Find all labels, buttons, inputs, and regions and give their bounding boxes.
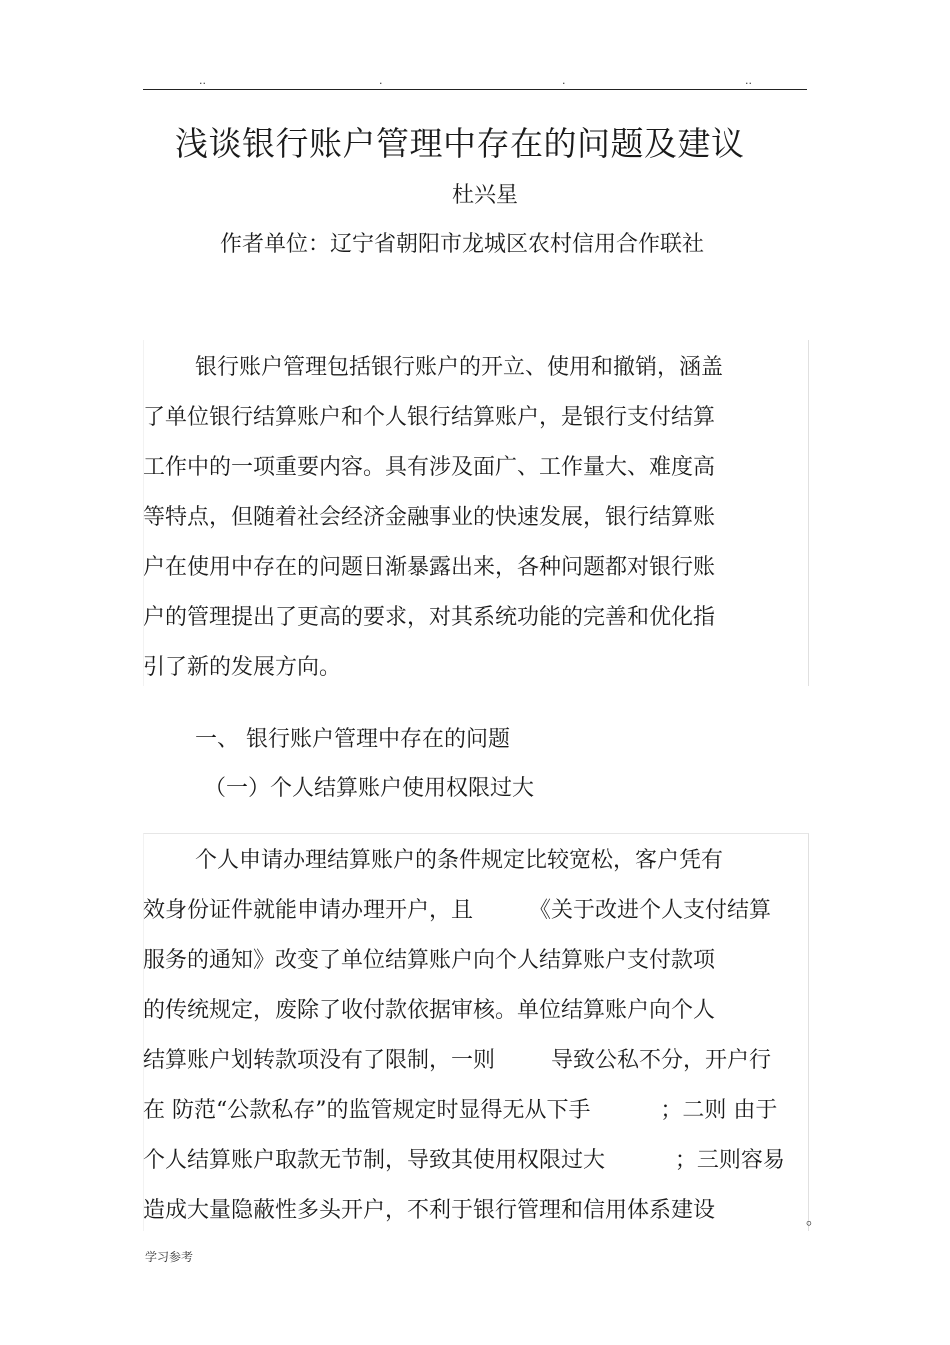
body-line-8: 造成大量隐蔽性多头开户，不利于银行管理和信用体系建设 — [143, 1198, 716, 1223]
author-affiliation: 作者单位：辽宁省朝阳市龙城区农村信用合作联社 — [220, 232, 705, 257]
intro-line-3: 工作中的一项重要内容。具有涉及面广、工作量大、难度高 — [143, 455, 716, 480]
intro-line-1: 银行账户管理包括银行账户的开立、使用和撤销，涵盖 — [195, 355, 724, 380]
body-line-3: 服务的通知》改变了单位结算账户向个人结算账户支付款项 — [143, 948, 716, 973]
intro-line-2: 了单位银行结算账户和个人银行结算账户，是银行支付结算 — [143, 405, 716, 430]
body-line-7: 个人结算账户取款无节制，导致其使用权限过大 ；三则容易 — [143, 1148, 785, 1173]
header-rule — [143, 89, 807, 90]
header-mark-2: . — [379, 74, 383, 87]
intro-line-5: 户在使用中存在的问题日渐暴露出来，各种问题都对银行账 — [143, 555, 716, 580]
body-tail-punctuation: 。 — [806, 1209, 823, 1228]
header-mark-4: .. — [745, 74, 752, 87]
body-line-2: 效身份证件就能申请办理开户，且 《关于改进个人支付结算 — [143, 898, 771, 923]
header-mark-1: .. — [199, 74, 206, 87]
intro-line-4: 等特点，但随着社会经济金融事业的快速发展，银行结算账 — [143, 505, 716, 530]
author-name: 杜兴星 — [452, 183, 519, 208]
header-mark-3: . — [562, 74, 566, 87]
body-line-1: 个人申请办理结算账户的条件规定比较宽松，客户凭有 — [195, 848, 724, 873]
body-line-5: 结算账户划转款项没有了限制，一则 导致公私不分，开户行 — [143, 1048, 771, 1073]
subsection-heading: （一）个人结算账户使用权限过大 — [204, 776, 535, 801]
page-title: 浅谈银行账户管理中存在的问题及建议 — [175, 124, 745, 163]
body-line-6: 在 防范“公款私存”的监管规定时显得无从下手 ；二则 由于 — [143, 1098, 778, 1123]
page-footer: 学习参考 — [145, 1250, 194, 1264]
section-heading: 一、 银行账户管理中存在的问题 — [195, 727, 510, 752]
intro-line-6: 户的管理提出了更高的要求，对其系统功能的完善和优化指 — [143, 605, 716, 630]
intro-line-7: 引了新的发展方向。 — [143, 655, 342, 680]
body-line-4: 的传统规定，废除了收付款依据审核。单位结算账户向个人 — [143, 998, 716, 1023]
